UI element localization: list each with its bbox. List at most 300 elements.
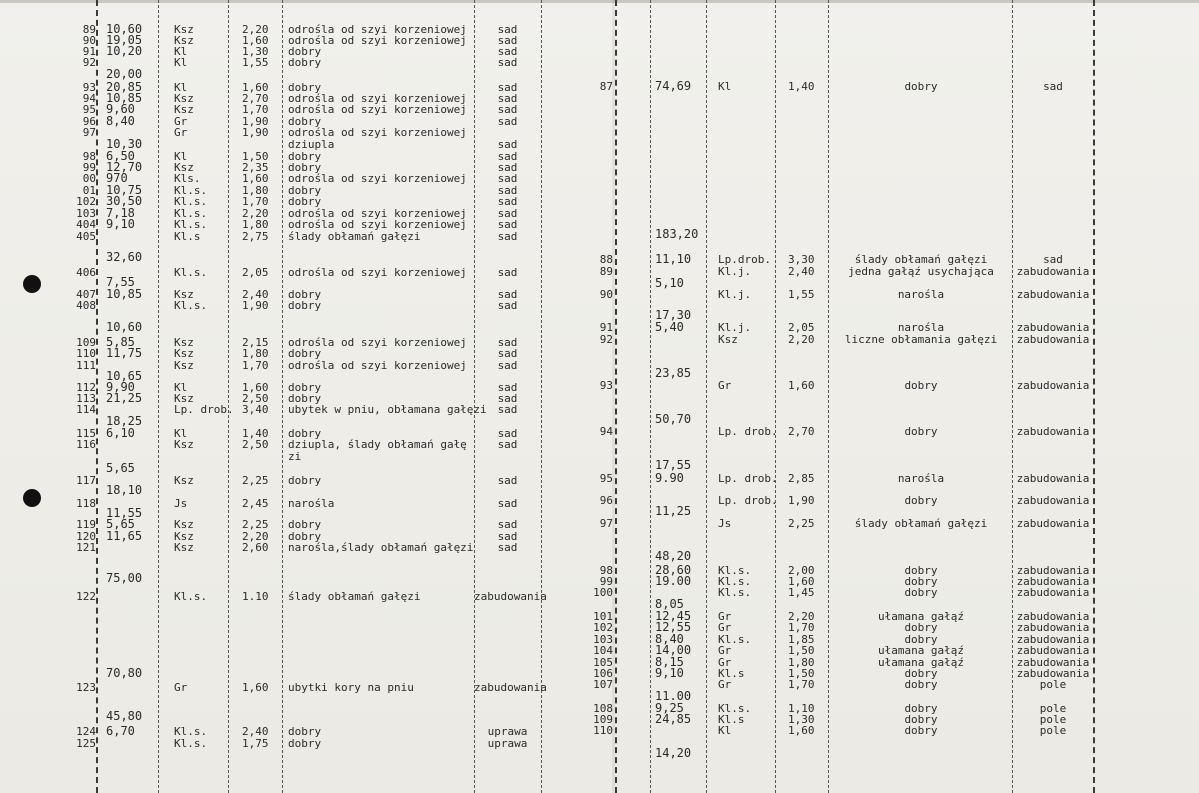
left-table-species: Ksz — [174, 347, 194, 360]
left-table-condition: dobry — [288, 530, 322, 543]
right-table-row-number: 96 — [599, 494, 613, 507]
left-table-distance: 70,80 — [106, 666, 143, 680]
left-table-circumference: 2,25 — [242, 518, 269, 531]
right-table-location: zabudowania — [1016, 564, 1090, 577]
right-table-species: Kl.s. — [718, 633, 752, 646]
right-table-location: zabudowania — [1016, 265, 1090, 278]
left-table-condition: ślady obłamań gałęzi — [288, 230, 421, 243]
right-table-location: zabudowania — [1016, 644, 1090, 657]
right-table-circumference: 1,80 — [788, 656, 815, 669]
left-table-condition: ślady obłamań gałęzi — [288, 590, 421, 603]
left-table-circumference: 1,70 — [242, 103, 269, 116]
right-table-circumference: 1,60 — [788, 379, 815, 392]
right-table-distance: 5,10 — [655, 276, 684, 290]
left-table-species: Kl — [174, 381, 188, 394]
right-table-species: Gr — [718, 379, 732, 392]
left-table-row-number: 00 — [82, 172, 96, 185]
left-table-condition: ubytek w pniu, obłamana gałęzi — [288, 403, 487, 416]
left-table-distance: 9,90 — [106, 380, 135, 394]
right-table-row-number: 95 — [599, 472, 613, 485]
right-table-row-number: 87 — [599, 80, 613, 93]
left-table-circumference: 2,60 — [242, 541, 269, 554]
left-table-location: sad — [497, 115, 518, 128]
right-table-row-number: 110 — [593, 724, 613, 737]
right-table-circumference: 1,55 — [788, 288, 815, 301]
left-table-distance: 5,65 — [106, 461, 135, 475]
left-table-circumference: 1,60 — [242, 34, 269, 47]
left-table-row-number: 109 — [76, 336, 96, 349]
left-table-species: Ksz — [174, 392, 194, 405]
left-table-row-number: 91 — [82, 45, 96, 58]
right-table-condition: liczne obłamania gałęzi — [844, 333, 998, 346]
left-table-distance: 45,80 — [106, 709, 143, 723]
right-table-circumference: 1,10 — [788, 702, 815, 715]
left-table-condition: dziupla, ślady obłamań gałę — [288, 438, 467, 451]
left-table-species: Gr — [174, 681, 188, 694]
right-table-location: zabudowania — [1016, 517, 1090, 530]
right-table-circumference: 2,05 — [788, 321, 815, 334]
right-table-condition: narośla — [897, 288, 945, 301]
right-table-condition: dobry — [904, 724, 938, 737]
right-table-location: zabudowania — [1016, 472, 1090, 485]
left-table-circumference: 1,60 — [242, 381, 269, 394]
left-table-condition: odrośla od szyi korzeniowej — [288, 218, 467, 231]
left-table-location: sad — [497, 392, 518, 405]
left-table-species: Ksz — [174, 438, 194, 451]
right-table-location: zabudowania — [1016, 633, 1090, 646]
column-rule — [1093, 0, 1095, 793]
left-table-distance: 75,00 — [106, 571, 143, 585]
left-table-condition: dobry — [288, 81, 322, 94]
right-table-row-number: 102 — [593, 621, 613, 634]
left-table-location: sad — [497, 438, 518, 451]
left-table-row-number: 92 — [82, 56, 96, 69]
left-table-species: Js — [174, 497, 188, 510]
left-table-row-number: 117 — [76, 474, 96, 487]
left-table-circumference: 1,55 — [242, 56, 269, 69]
left-table-distance: 18,25 — [106, 414, 143, 428]
right-table-species: Kl.s. — [718, 575, 752, 588]
right-table-species: Gr — [718, 644, 732, 657]
left-table-distance: 11,75 — [106, 346, 143, 360]
left-table-location: sad — [497, 103, 518, 116]
right-table-location: zabudowania — [1016, 575, 1090, 588]
left-table-row-number: 123 — [76, 681, 96, 694]
right-table-condition: dobry — [904, 564, 938, 577]
left-table-distance: 6,50 — [106, 149, 135, 163]
left-table-condition: dobry — [288, 518, 322, 531]
left-table-distance: 20,85 — [106, 80, 143, 94]
left-table-location: uprawa — [487, 737, 528, 750]
left-table-distance: 6,70 — [106, 724, 135, 738]
left-table-row-number: 113 — [76, 392, 96, 405]
left-table-condition: odrośla od szyi korzeniowej — [288, 34, 467, 47]
left-table-location: sad — [497, 299, 518, 312]
left-table-row-number: 111 — [76, 359, 96, 372]
left-table-condition: ubytki kory na pniu — [288, 681, 414, 694]
left-table-location: sad — [497, 336, 518, 349]
left-table-distance: 18,10 — [106, 483, 143, 497]
left-table-species: Kl.s. — [174, 207, 208, 220]
right-table-circumference: 2,85 — [788, 472, 815, 485]
left-table-row-number: 96 — [82, 115, 96, 128]
left-table-condition: zi — [288, 450, 302, 463]
left-table-distance: 970 — [106, 171, 128, 185]
left-table-species: Kl.s. — [174, 184, 208, 197]
left-table-species: Ksz — [174, 359, 194, 372]
right-table-condition: ułamana gałąź — [877, 644, 965, 657]
left-table-circumference: 1,60 — [242, 681, 269, 694]
right-table-species: Gr — [718, 610, 732, 623]
right-table-circumference: 3,30 — [788, 253, 815, 266]
left-table-condition: dobry — [288, 45, 322, 58]
left-table-row-number: 121 — [76, 541, 96, 554]
left-table-circumference: 2,20 — [242, 530, 269, 543]
left-table-condition: dobry — [288, 161, 322, 174]
right-table-condition: ślady obłamań gałęzi — [854, 517, 988, 530]
right-table-circumference: 1,40 — [788, 80, 815, 93]
left-table-row-number: 90 — [82, 34, 96, 47]
right-table-distance: 5,40 — [655, 320, 684, 334]
right-table-distance: 74,69 — [655, 79, 692, 93]
left-table-circumference: 1.10 — [242, 590, 269, 603]
right-table-row-number: 100 — [593, 586, 613, 599]
column-rule — [541, 0, 542, 793]
right-table-row-number: 97 — [599, 517, 613, 530]
left-table-location: sad — [497, 288, 518, 301]
left-table-condition: dobry — [288, 725, 322, 738]
left-table-location: sad — [497, 266, 518, 279]
right-table-condition: dobry — [904, 621, 938, 634]
left-table-condition: dobry — [288, 381, 322, 394]
column-rule — [158, 0, 159, 793]
left-table-species: Ksz — [174, 336, 194, 349]
left-table-distance: 32,60 — [106, 250, 143, 264]
right-table-species: Kl.s. — [718, 702, 752, 715]
left-table-distance: 10,20 — [106, 44, 143, 58]
left-table-row-number: 102 — [76, 195, 96, 208]
right-table-location: pole — [1039, 678, 1067, 691]
left-table-distance: 30,50 — [106, 194, 143, 208]
left-table-species: Kl.s. — [174, 195, 208, 208]
column-rule — [828, 0, 829, 793]
left-table-species: Ksz — [174, 474, 194, 487]
left-table-species: Kl.s. — [174, 266, 208, 279]
left-table-row-number: 103 — [76, 207, 96, 220]
right-table-circumference: 2,25 — [788, 517, 815, 530]
column-rule — [615, 0, 617, 793]
right-table-circumference: 1,30 — [788, 713, 815, 726]
right-table-distance: 23,85 — [655, 366, 692, 380]
left-table-circumference: 1,90 — [242, 126, 269, 139]
right-table-circumference: 2,70 — [788, 425, 815, 438]
left-table-condition: odrośla od szyi korzeniowej — [288, 266, 467, 279]
left-table-location: sad — [497, 497, 518, 510]
left-table-row-number: 98 — [82, 150, 96, 163]
left-table-circumference: 2,20 — [242, 23, 269, 36]
right-table-distance: 183,20 — [655, 227, 699, 241]
right-table-distance: 28,60 — [655, 563, 692, 577]
right-table-condition: dobry — [904, 80, 938, 93]
left-table-species: Kl.s. — [174, 218, 208, 231]
left-table-location: sad — [497, 403, 518, 416]
right-table-species: Kl — [718, 724, 732, 737]
left-table-circumference: 1,90 — [242, 299, 269, 312]
left-table-location: sad — [497, 34, 518, 47]
right-table-row-number: 109 — [593, 713, 613, 726]
column-rule — [228, 0, 229, 793]
right-table-distance: 12,45 — [655, 609, 692, 623]
right-table-location: zabudowania — [1016, 333, 1090, 346]
left-table-species: Gr — [174, 126, 188, 139]
left-table-circumference: 1,80 — [242, 218, 269, 231]
left-table-row-number: 405 — [76, 230, 96, 243]
left-table-row-number: 93 — [82, 81, 96, 94]
right-table-distance: 9.90 — [655, 471, 684, 485]
right-table-condition: dobry — [904, 713, 938, 726]
right-table-condition: dobry — [904, 575, 938, 588]
left-table-circumference: 2,20 — [242, 207, 269, 220]
right-table-location: zabudowania — [1016, 610, 1090, 623]
right-table-location: sad — [1043, 80, 1063, 93]
right-table-species: Kl.j. — [718, 265, 752, 278]
right-table-distance: 48,20 — [655, 549, 692, 563]
left-table-location: uprawa — [487, 725, 528, 738]
left-table-species: Ksz — [174, 530, 194, 543]
left-table-row-number: 119 — [76, 518, 96, 531]
left-table-row-number: 99 — [82, 161, 96, 174]
left-table-location: sad — [497, 138, 518, 151]
right-table-condition: dobry — [904, 379, 938, 392]
left-table-species: Kl — [174, 56, 188, 69]
right-table-circumference: 1,50 — [788, 644, 815, 657]
left-table-row-number: 112 — [76, 381, 96, 394]
left-table-distance: 9,60 — [106, 102, 135, 116]
left-table-condition: odrośla od szyi korzeniowej — [288, 207, 467, 220]
left-table-row-number: 97 — [82, 126, 96, 139]
left-table-row-number: 116 — [76, 438, 96, 451]
left-table-distance: 9,10 — [106, 217, 135, 231]
left-table-location: sad — [497, 230, 518, 243]
right-table-distance: 8,15 — [655, 655, 684, 669]
left-table-location: sad — [497, 56, 518, 69]
left-table-location: sad — [497, 474, 518, 487]
right-table-row-number: 103 — [593, 633, 613, 646]
left-table-distance: 5,85 — [106, 335, 135, 349]
left-table-species: Kl — [174, 427, 188, 440]
left-table-distance: 11,65 — [106, 529, 143, 543]
right-table-location: zabudowania — [1016, 288, 1090, 301]
left-table-species: Kl — [174, 81, 188, 94]
right-table-species: Gr — [718, 678, 732, 691]
column-rule — [282, 0, 283, 793]
left-table-circumference: 1,70 — [242, 359, 269, 372]
right-table-row-number: 107 — [593, 678, 613, 691]
left-table-condition: odrośla od szyi korzeniowej — [288, 336, 467, 349]
left-table-distance: 7,18 — [106, 206, 135, 220]
left-table-species: Kl.s. — [174, 299, 208, 312]
right-table-location: zabudowania — [1016, 494, 1090, 507]
left-table-distance: 12,70 — [106, 160, 143, 174]
column-rule — [775, 0, 776, 793]
left-table-location: zabudowania — [474, 681, 547, 694]
right-table-distance: 17,55 — [655, 458, 692, 472]
right-table-species: Lp. drob. — [718, 494, 778, 507]
right-table-distance: 50,70 — [655, 412, 692, 426]
left-table-circumference: 2,40 — [242, 725, 269, 738]
left-table-condition: dobry — [288, 347, 322, 360]
left-table-species: Kl — [174, 150, 188, 163]
left-table-condition: dobry — [288, 195, 322, 208]
left-table-distance: 10,65 — [106, 369, 143, 383]
page-top-edge — [0, 0, 1199, 3]
left-table-condition: odrośla od szyi korzeniowej — [288, 23, 467, 36]
left-table-distance: 10,85 — [106, 91, 143, 105]
left-table-row-number: 124 — [76, 725, 96, 738]
right-table-distance: 8,40 — [655, 632, 684, 646]
right-table-circumference: 1,70 — [788, 621, 815, 634]
left-table-condition: dobry — [288, 737, 322, 750]
right-table-condition: dobry — [904, 702, 938, 715]
right-table-distance: 14,00 — [655, 643, 692, 657]
left-table-row-number: 404 — [76, 218, 96, 231]
left-table-location: sad — [497, 427, 518, 440]
right-table-row-number: 94 — [599, 425, 613, 438]
left-table-condition: dziupla — [288, 138, 335, 151]
right-table-distance: 8,05 — [655, 597, 684, 611]
right-table-condition: narośla — [897, 472, 945, 485]
right-table-distance: 11.00 — [655, 689, 692, 703]
right-table-location: zabudowania — [1016, 321, 1090, 334]
column-rule — [706, 0, 707, 793]
right-table-condition: dobry — [904, 667, 938, 680]
right-table-circumference: 1,45 — [788, 586, 815, 599]
left-table-species: Kls. — [174, 172, 201, 185]
left-table-distance: 5,65 — [106, 517, 135, 531]
right-table-location: zabudowania — [1016, 586, 1090, 599]
left-table-row-number: 94 — [82, 92, 96, 105]
left-table-location: sad — [497, 207, 518, 220]
right-table-row-number: 89 — [599, 265, 613, 278]
left-table-distance: 21,25 — [106, 391, 143, 405]
left-table-circumference: 3,40 — [242, 403, 269, 416]
right-table-species: Kl.s. — [718, 586, 752, 599]
left-table-circumference: 1,60 — [242, 172, 269, 185]
right-table-row-number: 91 — [599, 321, 613, 334]
right-table-distance: 12,55 — [655, 620, 692, 634]
right-table-species: Js — [718, 517, 732, 530]
left-table-circumference: 2,70 — [242, 92, 269, 105]
left-table-circumference: 2,50 — [242, 392, 269, 405]
right-table-distance: 19.00 — [655, 574, 692, 588]
right-table-species: Kl.j. — [718, 288, 752, 301]
right-table-species: Kl — [718, 80, 732, 93]
right-table-row-number: 104 — [593, 644, 613, 657]
right-table-distance: 11,10 — [655, 252, 692, 266]
right-table-species: Lp. drob. — [718, 425, 778, 438]
left-table-location: sad — [497, 172, 518, 185]
right-table-condition: ułamana gałąź — [877, 656, 965, 669]
punch-hole — [23, 489, 41, 507]
right-table-row-number: 105 — [593, 656, 613, 669]
left-table-condition: odrośla od szyi korzeniowej — [288, 126, 467, 139]
right-table-circumference: 1,90 — [788, 494, 815, 507]
right-table-row-number: 108 — [593, 702, 613, 715]
right-table-distance: 11,25 — [655, 504, 692, 518]
punch-hole — [23, 275, 41, 293]
left-table-condition: dobry — [288, 150, 322, 163]
left-table-circumference: 2,50 — [242, 438, 269, 451]
left-table-condition: dobry — [288, 474, 322, 487]
left-table-species: Ksz — [174, 518, 194, 531]
left-table-species: Kl — [174, 45, 188, 58]
right-table-location: pole — [1039, 724, 1067, 737]
right-table-species: Kl.s. — [718, 564, 752, 577]
left-table-row-number: 95 — [82, 103, 96, 116]
right-table-location: sad — [1043, 253, 1063, 266]
right-table-location: pole — [1039, 713, 1067, 726]
right-table-distance: 24,85 — [655, 712, 692, 726]
left-table-circumference: 2,15 — [242, 336, 269, 349]
left-table-condition: narośla — [288, 497, 335, 510]
left-table-row-number: 408 — [76, 299, 96, 312]
left-table-row-number: 01 — [82, 184, 96, 197]
left-table-species: Ksz — [174, 92, 194, 105]
left-table-distance: 10,60 — [106, 22, 143, 36]
left-table-circumference: 2,75 — [242, 230, 269, 243]
left-table-circumference: 2,25 — [242, 474, 269, 487]
left-table-distance: 10,30 — [106, 137, 143, 151]
left-table-condition: dobry — [288, 56, 322, 69]
left-table-location: sad — [497, 530, 518, 543]
left-table-distance: 6,10 — [106, 426, 135, 440]
right-table-distance: 14,20 — [655, 746, 692, 760]
left-table-species: Gr — [174, 115, 188, 128]
left-table-species: Ksz — [174, 161, 194, 174]
left-table-condition: odrośla od szyi korzeniowej — [288, 92, 467, 105]
left-table-condition: dobry — [288, 288, 322, 301]
left-table-location: sad — [497, 92, 518, 105]
right-table-location: pole — [1039, 702, 1067, 715]
left-table-distance: 8,40 — [106, 114, 135, 128]
left-table-row-number: 122 — [76, 590, 96, 603]
right-table-condition: jedna gałąź usychająca — [848, 265, 994, 278]
right-table-row-number: 90 — [599, 288, 613, 301]
right-table-species: Kl.s — [718, 667, 745, 680]
left-table-row-number: 125 — [76, 737, 96, 750]
right-table-circumference: 2,00 — [788, 564, 815, 577]
left-table-distance: 11,55 — [106, 506, 143, 520]
left-table-condition: dobry — [288, 184, 322, 197]
left-table-distance: 10,60 — [106, 320, 143, 334]
right-table-distance: 9,25 — [655, 701, 684, 715]
left-table-species: Kl.s — [174, 230, 201, 243]
left-table-distance: 10,75 — [106, 183, 143, 197]
left-table-location: sad — [497, 150, 518, 163]
left-table-circumference: 2,35 — [242, 161, 269, 174]
right-table-distance: 9,10 — [655, 666, 684, 680]
left-table-location: sad — [497, 347, 518, 360]
left-table-condition: dobry — [288, 299, 322, 312]
left-table-location: sad — [497, 45, 518, 58]
left-table-location: sad — [497, 359, 518, 372]
left-table-species: Ksz — [174, 288, 194, 301]
right-table-species: Gr — [718, 621, 732, 634]
left-table-condition: dobry — [288, 115, 322, 128]
right-table-species: Lp. drob. — [718, 472, 778, 485]
left-table-location: sad — [497, 184, 518, 197]
left-table-circumference: 2,45 — [242, 497, 269, 510]
